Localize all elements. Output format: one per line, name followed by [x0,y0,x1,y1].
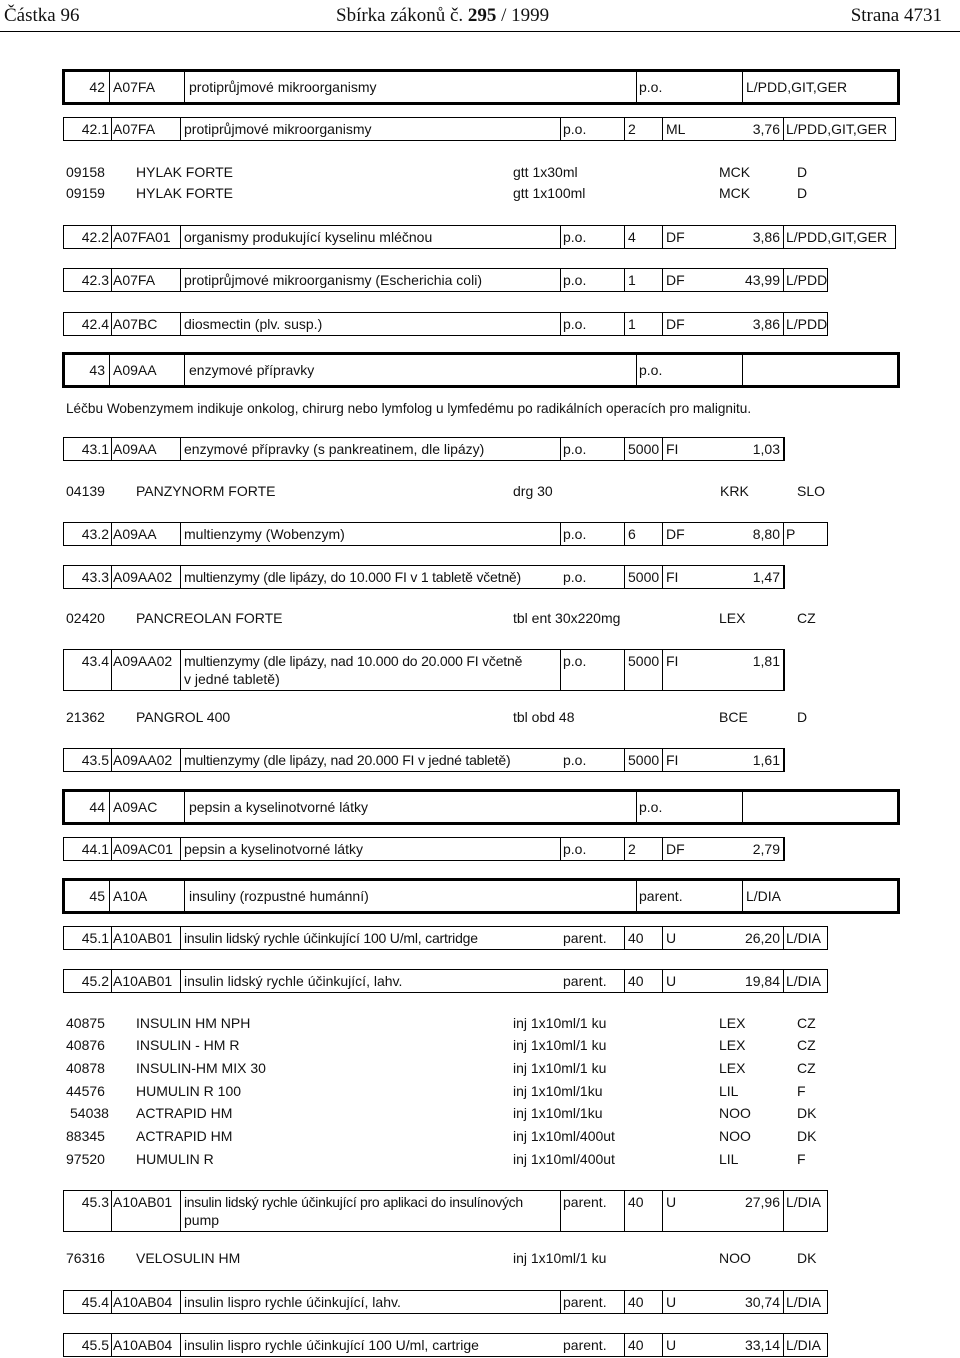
sub-price: 43,99 [744,272,780,288]
product-pack: tbl ent 30x220mg [513,610,621,626]
group-route: p.o. [639,362,663,378]
sub-number: 45.2 [81,973,109,989]
group-name: pepsin a kyselinotvorné látky [189,799,368,815]
sub-unit: ML [666,121,686,137]
product-row [66,1058,836,1078]
sub-name: multienzymy (dle lipázy, do 10.000 FI v 1 tabletě včetně) [184,569,521,585]
sub-name: protiprůjmové mikroorganismy [184,121,372,137]
product-code: 09159 [66,185,105,201]
group-indication: L/PDD,GIT,GER [746,79,848,95]
product-pack: gtt 1x100ml [513,185,586,201]
product-code: 76316 [66,1250,105,1266]
product-code: 02420 [66,610,105,626]
product-manufacturer: LEX [719,1060,746,1076]
sub-quantity: 4 [628,229,636,245]
sub-unit: DF [666,316,685,332]
page-header [0,0,960,32]
subgroup-row-45-4 [63,1290,828,1314]
product-row-09159 [66,183,826,203]
product-code: 40878 [66,1060,105,1076]
sub-unit: FI [666,653,679,669]
product-country: D [797,185,808,201]
subgroup-row-42-2 [63,225,896,249]
sub-indication: L/DIA [786,973,822,989]
product-pack: gtt 1x30ml [513,164,578,180]
product-name: PANGROL 400 [136,709,231,725]
sub-quantity: 6 [628,526,636,542]
sub-route: p.o. [563,229,587,245]
sub-price: 3,86 [752,316,780,332]
sub-route: parent. [563,930,607,946]
sub-quantity: 40 [628,1194,644,1210]
group-atc: A09AA [113,362,157,378]
sub-price: 3,86 [752,229,780,245]
sub-route: p.o. [563,526,587,542]
product-name: HUMULIN R [136,1151,214,1167]
sub-atc: A09AA [113,526,157,542]
sub-name: insulin lidský rychle účinkující 100 U/ml, cartridge [184,930,478,946]
sub-number: 43.5 [81,752,109,768]
product-manufacturer: LIL [719,1151,739,1167]
subgroup-row-44-1 [63,837,785,861]
group-name: protiprůjmové mikroorganismy [189,79,377,95]
sub-atc: A07FA [113,121,156,137]
product-name: INSULIN - HM R [136,1037,240,1053]
subgroup-row-42-3 [63,268,828,292]
sub-price: 2,79 [752,841,780,857]
sub-name: multienzymy (dle lipázy, nad 10.000 do 20.000 FI včetně [184,653,523,669]
subgroup-row-45-2 [63,969,828,993]
sub-route: p.o. [563,316,587,332]
sub-unit: DF [666,526,685,542]
group-name: enzymové přípravky [189,362,315,378]
sub-indication: L/PDD,GIT,GER [786,121,888,137]
product-name: PANCREOLAN FORTE [136,610,283,626]
sub-number: 42.1 [81,121,109,137]
sub-quantity: 2 [628,841,636,857]
sub-indication: L/DIA [786,1194,822,1210]
sub-number: 42.3 [81,272,109,288]
sub-unit: DF [666,272,685,288]
product-manufacturer: MCK [719,164,751,180]
sub-price: 19,84 [744,973,780,989]
sub-name: pepsin a kyselinotvorné látky [184,841,363,857]
product-country: SLO [797,483,826,499]
sub-price: 1,47 [752,569,780,585]
product-country: DK [797,1128,817,1144]
sub-indication: L/PDD [786,316,828,332]
sub-price: 27,96 [744,1194,780,1210]
product-pack: inj 1x10ml/400ut [513,1151,615,1167]
product-row [66,1126,836,1146]
sub-number: 43.3 [81,569,109,585]
sub-route: p.o. [563,841,587,857]
sub-name: multienzymy (Wobenzym) [184,526,345,542]
sub-price: 30,74 [744,1294,780,1310]
sub-indication: L/DIA [786,1337,822,1353]
sub-unit: U [666,1194,677,1210]
group-route: p.o. [639,799,663,815]
sub-atc: A10AB01 [113,930,173,946]
product-manufacturer: NOO [719,1128,751,1144]
sub-unit: U [666,930,677,946]
sub-number: 42.4 [81,316,109,332]
product-name: PANZYNORM FORTE [136,483,276,499]
sub-quantity: 40 [628,1294,644,1310]
sub-indication: L/PDD [786,272,828,288]
sub-name: insulin lispro rychle účinkující, lahv. [184,1294,401,1310]
sub-indication: L/DIA [786,1294,822,1310]
sub-name: organismy produkující kyselinu mléčnou [184,229,433,245]
product-country: D [797,164,808,180]
sub-route: p.o. [563,441,587,457]
sub-name: multienzymy (dle lipázy, nad 20.000 FI v jedné tabletě) [184,752,511,768]
sub-atc: A09AA [113,441,157,457]
product-name: HUMULIN R 100 [136,1083,242,1099]
sub-number: 45.1 [81,930,109,946]
group-row-42 [62,69,900,105]
sub-name: enzymové přípravky (s pankreatinem, dle lipázy) [184,441,485,457]
sub-quantity: 40 [628,1337,644,1353]
product-code: 54038 [70,1105,109,1121]
sub-number: 45.3 [81,1194,109,1210]
product-row [66,1103,836,1123]
sub-unit: FI [666,441,679,457]
product-row [66,1149,836,1169]
sub-quantity: 40 [628,930,644,946]
product-pack: inj 1x10ml/1ku [513,1105,603,1121]
sub-price: 26,20 [744,930,780,946]
sub-quantity: 5000 [628,653,660,669]
sub-unit: DF [666,841,685,857]
sub-route: parent. [563,1194,607,1210]
product-country: CZ [797,1060,816,1076]
product-pack: inj 1x10ml/400ut [513,1128,615,1144]
subgroup-row-45-3 [63,1190,828,1232]
product-code: 97520 [66,1151,105,1167]
sub-route: p.o. [563,569,587,585]
product-row-76316 [66,1248,836,1268]
group-number: 45 [89,888,105,904]
sub-indication: L/DIA [786,930,822,946]
subgroup-row-43-2 [63,522,828,546]
sub-atc: A10AB01 [113,1194,173,1210]
product-name: ACTRAPID HM [136,1128,233,1144]
sub-number: 43.4 [81,653,109,669]
sub-name: insulin lidský rychle účinkující pro aplikaci do insulínových [184,1194,523,1210]
sub-atc: A10AB04 [113,1337,173,1353]
subgroup-row-45-5 [63,1333,828,1357]
sub-number: 44.1 [81,841,109,857]
sub-atc: A07BC [113,316,158,332]
product-name: HYLAK FORTE [136,164,233,180]
product-manufacturer: LIL [719,1083,739,1099]
product-country: DK [797,1250,817,1266]
sub-unit: U [666,973,677,989]
sub-price: 1,03 [752,441,780,457]
product-pack: inj 1x10ml/1 ku [513,1060,607,1076]
product-row-04139 [66,481,836,501]
product-country: CZ [797,610,816,626]
product-pack: inj 1x10ml/1 ku [513,1015,607,1031]
group-atc: A10A [113,888,148,904]
sub-route: parent. [563,1337,607,1353]
group-atc: A07FA [113,79,156,95]
product-manufacturer: BCE [719,709,748,725]
sub-atc: A10AB01 [113,973,173,989]
collection-title: Sbírka zákonů č. 295 / 1999 [336,5,550,26]
sub-quantity: 5000 [628,441,660,457]
sub-unit: FI [666,752,679,768]
product-code: 40876 [66,1037,105,1053]
group-atc: A09AC [113,799,158,815]
sub-route: p.o. [563,121,587,137]
product-name: INSULIN-HM MIX 30 [136,1060,266,1076]
sub-atc: A07FA01 [113,229,171,245]
page-number: Strana 4731 [850,5,942,26]
product-row-02420 [66,608,836,628]
subgroup-row-43-5 [63,748,785,772]
sub-quantity: 1 [628,272,636,288]
product-code: 21362 [66,709,105,725]
sub-name: diosmectin (plv. susp.) [184,316,323,332]
sub-name-continued: v jedné tabletě) [184,671,280,687]
subgroup-row-43-1 [63,437,785,461]
sub-atc: A09AA02 [113,653,173,669]
subgroup-row-43-3 [63,565,785,589]
group-number: 42 [89,79,105,95]
subgroup-row-42-1 [63,117,896,141]
sub-unit: U [666,1294,677,1310]
sub-number: 45.5 [81,1337,109,1353]
sub-price: 1,61 [752,752,780,768]
product-country: D [797,709,808,725]
product-pack: inj 1x10ml/1 ku [513,1037,607,1053]
sub-atc: A07FA [113,272,156,288]
note-wobenzym: Léčbu Wobenzymem indikuje onkolog, chirurg nebo lymfolog u lymfedému po radikálních operacích pro malignitu. [66,401,752,416]
sub-price: 8,80 [752,526,780,542]
subgroup-row-43-4 [63,649,785,691]
sub-number: 43.1 [81,441,109,457]
subgroup-row-42-4 [63,312,828,336]
product-row [66,1013,836,1033]
sub-indication: P [786,526,796,542]
product-manufacturer: LEX [719,1015,746,1031]
sub-atc: A10AB04 [113,1294,173,1310]
group-number: 44 [89,799,105,815]
product-row [66,1081,836,1101]
sub-route: p.o. [563,752,587,768]
product-manufacturer: NOO [719,1105,751,1121]
sub-quantity: 40 [628,973,644,989]
group-route: p.o. [639,79,663,95]
sub-price: 33,14 [744,1337,780,1353]
sub-name: protiprůjmové mikroorganismy (Escherichia coli) [184,272,482,288]
product-pack: inj 1x10ml/1ku [513,1083,603,1099]
product-row-09158 [66,162,826,182]
sub-quantity: 5000 [628,752,660,768]
product-pack: tbl obd 48 [513,709,575,725]
sub-price: 1,81 [752,653,780,669]
sub-number: 45.4 [81,1294,109,1310]
product-name: VELOSULIN HM [136,1250,241,1266]
sub-quantity: 5000 [628,569,660,585]
sub-name: insulin lidský rychle účinkující, lahv. [184,973,403,989]
sub-route: p.o. [563,272,587,288]
group-indication: L/DIA [746,888,782,904]
sub-unit: U [666,1337,677,1353]
product-code: 40875 [66,1015,105,1031]
product-country: F [797,1151,806,1167]
sub-name: insulin lispro rychle účinkující 100 U/ml, cartrige [184,1337,479,1353]
group-row-44 [62,789,900,825]
sub-atc: A09AA02 [113,569,173,585]
sub-indication: L/PDD,GIT,GER [786,229,888,245]
sub-route: parent. [563,973,607,989]
sub-atc: A09AA02 [113,752,173,768]
product-name: INSULIN HM NPH [136,1015,251,1031]
product-code: 09158 [66,164,105,180]
sub-quantity: 1 [628,316,636,332]
product-name: HYLAK FORTE [136,185,233,201]
group-number: 43 [89,362,105,378]
sub-unit: FI [666,569,679,585]
product-code: 88345 [66,1128,105,1144]
product-manufacturer: NOO [719,1250,751,1266]
sub-route: p.o. [563,653,587,669]
product-country: DK [797,1105,817,1121]
group-route: parent. [639,888,683,904]
law-number: 295 [467,5,497,26]
subgroup-row-45-1 [63,926,828,950]
product-manufacturer: LEX [719,610,746,626]
product-code: 04139 [66,483,105,499]
group-row-45 [62,878,900,914]
product-country: F [797,1083,806,1099]
product-country: CZ [797,1037,816,1053]
sub-unit: DF [666,229,685,245]
product-row-21362 [66,707,836,727]
product-name: ACTRAPID HM [136,1105,233,1121]
group-row-43 [62,352,900,388]
product-country: CZ [797,1015,816,1031]
product-pack: inj 1x10ml/1 ku [513,1250,607,1266]
sub-number: 43.2 [81,526,109,542]
product-code: 44576 [66,1083,105,1099]
sub-quantity: 2 [628,121,636,137]
product-manufacturer: KRK [720,483,749,499]
product-row [66,1035,836,1055]
sub-price: 3,76 [752,121,780,137]
sub-atc: A09AC01 [113,841,173,857]
sub-route: parent. [563,1294,607,1310]
product-manufacturer: MCK [719,185,751,201]
product-pack: drg 30 [513,483,553,499]
issue-label: Částka 96 [4,5,80,26]
product-manufacturer: LEX [719,1037,746,1053]
group-name: insuliny (rozpustné humánní) [189,888,369,904]
sub-name-continued: pump [184,1212,220,1228]
sub-number: 42.2 [81,229,109,245]
